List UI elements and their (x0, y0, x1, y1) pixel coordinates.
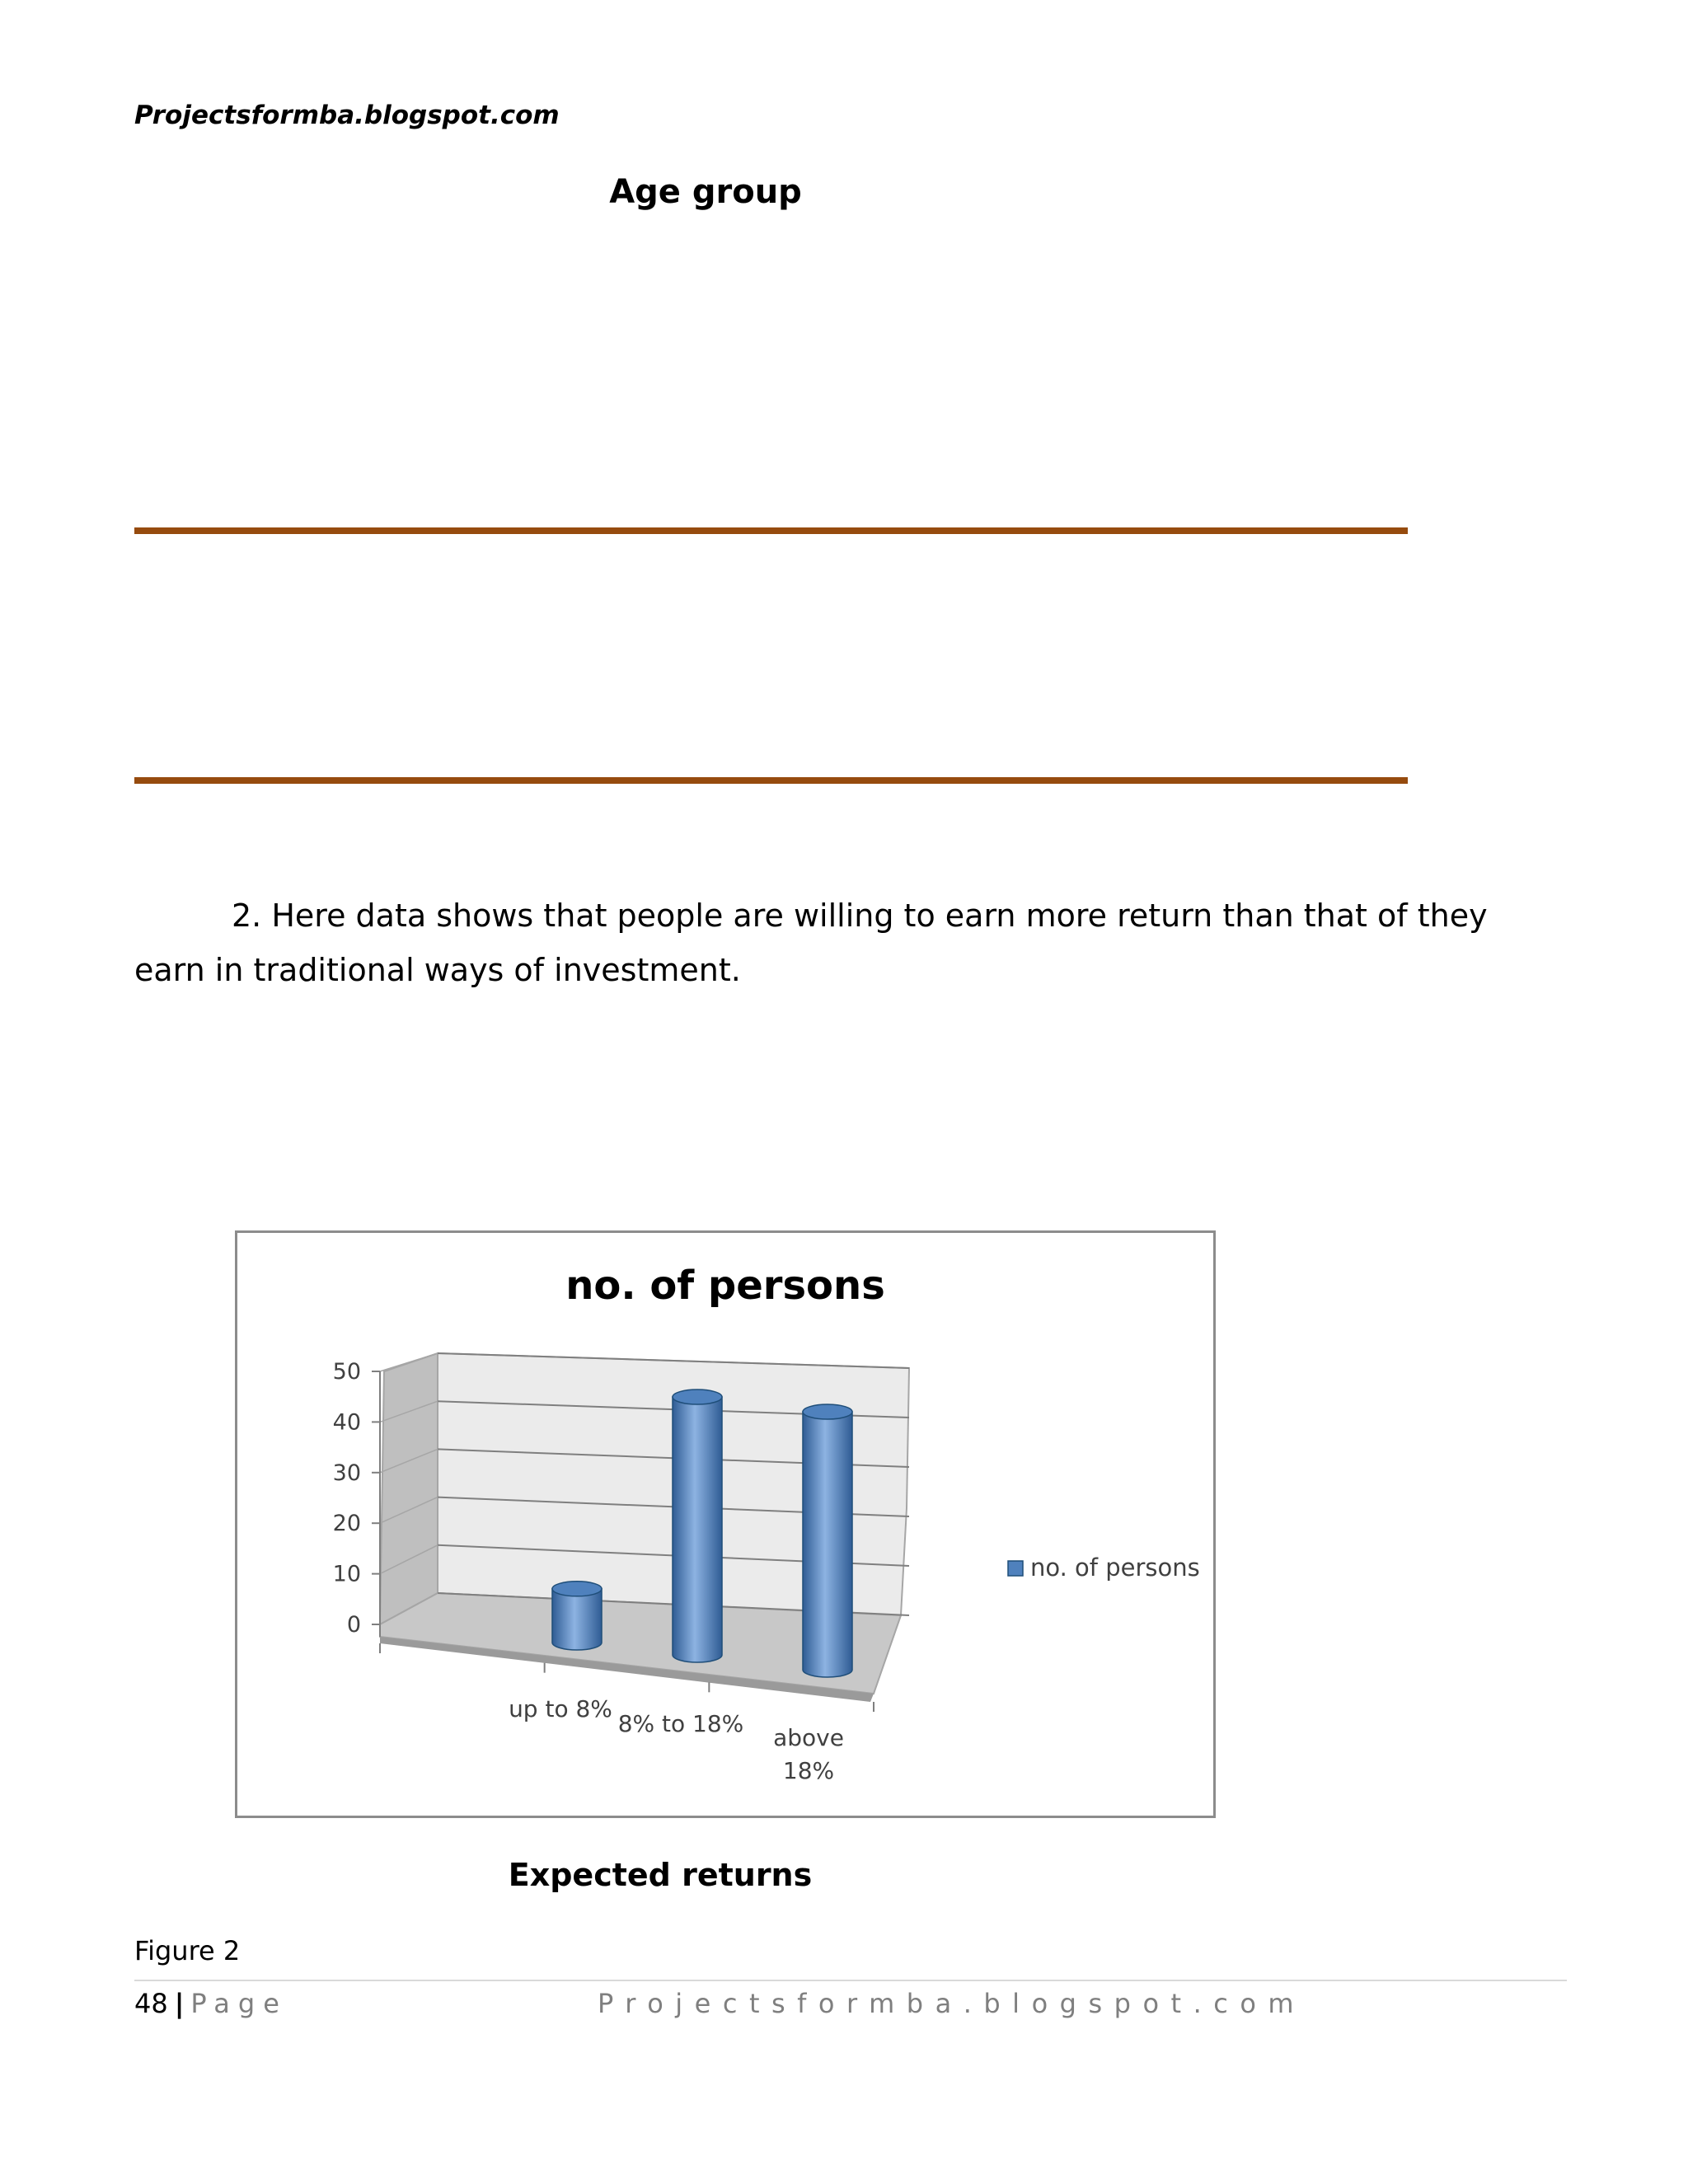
bar-top-3 (803, 1404, 852, 1419)
bar-3 (803, 1412, 852, 1677)
bar-top-2 (673, 1390, 722, 1404)
footer-site-name: Projectsformba.blogspot.com (598, 1988, 1306, 2019)
legend-swatch (1008, 1561, 1023, 1576)
x-category-label: above (773, 1724, 844, 1751)
bottom-rule (134, 777, 1408, 784)
header-site-name: Projectsformba.blogspot.com (134, 101, 560, 130)
y-tick-label: 20 (332, 1511, 361, 1537)
top-rule (134, 527, 1408, 534)
x-category-label: up to 8% (509, 1695, 612, 1722)
y-tick-label: 30 (332, 1460, 361, 1486)
y-tick-label: 0 (346, 1612, 361, 1638)
footer-page-number (134, 1988, 288, 2019)
body-paragraph (134, 888, 1564, 997)
section-title: Age group (609, 173, 802, 211)
legend-label: no. of persons (1030, 1554, 1200, 1582)
footer-separator: | (174, 1988, 185, 2019)
page-number: 48 (134, 1988, 168, 2019)
x-category-label: 8% to 18% (617, 1710, 744, 1737)
y-tick-label: 50 (332, 1359, 361, 1385)
paragraph-text: 2. Here data shows that people are willing to earn more return than that of they earn in traditional ways of investment. (134, 898, 1488, 988)
bar-top-1 (552, 1582, 602, 1596)
chart-side-wall (380, 1353, 438, 1624)
bar-1 (552, 1589, 602, 1650)
bar-chart (237, 1233, 1213, 1816)
y-tick-label: 10 (332, 1561, 361, 1587)
y-tick-label: 40 (332, 1409, 361, 1436)
page-word: Page (190, 1988, 288, 2019)
figure-label: Figure 2 (134, 1935, 241, 1966)
x-category-label: 18% (782, 1757, 835, 1784)
footer-divider (134, 1980, 1567, 1981)
chart-frame (235, 1230, 1216, 1818)
figure-caption: Expected returns (508, 1857, 813, 1893)
chart-title: no. of persons (565, 1263, 885, 1309)
bar-2 (673, 1397, 722, 1662)
